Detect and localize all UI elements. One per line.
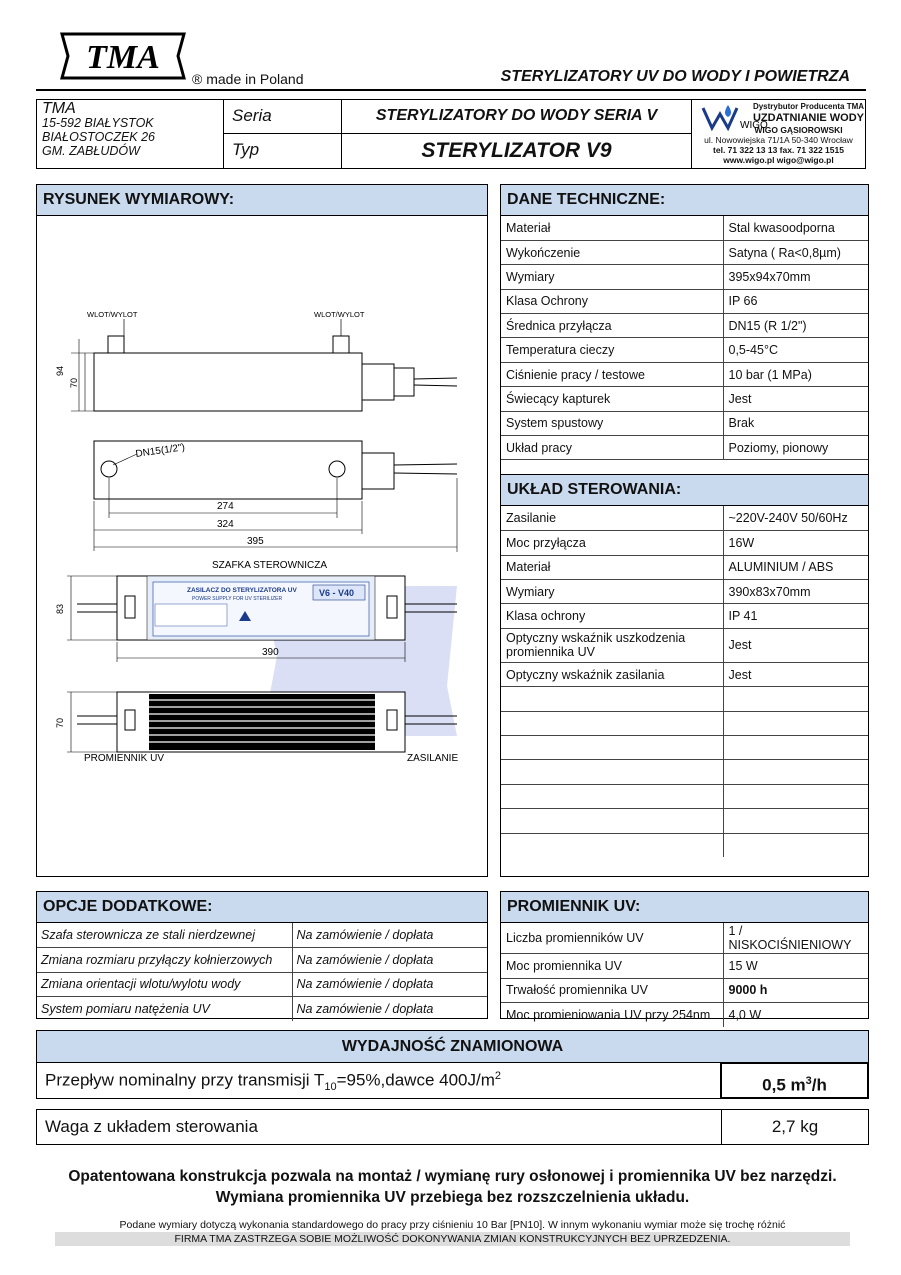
- tech-value: Brak: [723, 411, 868, 435]
- tech-value: DN15 (R 1/2"): [723, 314, 868, 338]
- box-subtitle: POWER SUPPLY FOR UV STERILIZER: [192, 596, 283, 602]
- table-row: [501, 362, 868, 386]
- seria-value: STERYLIZATORY DO WODY SERIA V: [342, 100, 692, 134]
- box-model: V6 - V40: [319, 588, 355, 598]
- tech-key: Układ pracy: [501, 436, 723, 460]
- tech-key: Ciśnienie pracy / testowe: [501, 362, 723, 386]
- control-key: Materiał: [501, 555, 723, 579]
- tech-key: System spustowy: [501, 411, 723, 435]
- tech-title: DANE TECHNICZNE:: [501, 185, 868, 216]
- tech-key: Średnica przyłącza: [501, 314, 723, 338]
- dn15-label: DN15(1/2"): [134, 442, 186, 460]
- logo-text: TMA: [86, 39, 160, 76]
- typ-value: STERYLIZATOR V9: [342, 134, 692, 168]
- empty-row: [501, 760, 868, 784]
- promiennik-label: PROMIENNIK UV: [84, 753, 165, 764]
- uv-key: Liczba promienników UV: [501, 923, 723, 954]
- table-row: [501, 662, 868, 686]
- seria-label: Seria: [224, 100, 342, 134]
- option-value: Na zamówienie / dopłata: [292, 972, 487, 997]
- made-in: ® made in Poland: [192, 71, 304, 87]
- tech-value: IP 66: [723, 289, 868, 313]
- option-key: Szafa sterownicza ze stali nierdzewnej: [37, 923, 292, 948]
- control-value: ~220V-240V 50/60Hz: [723, 506, 868, 530]
- tech-value: 395x94x70mm: [723, 265, 868, 289]
- table-row: [501, 954, 868, 979]
- rated-label-b: =95%,dawce 400J/m: [336, 1070, 495, 1090]
- table-row: [501, 265, 868, 289]
- rated-label-sub: 10: [324, 1081, 337, 1094]
- header-rule: [36, 89, 866, 91]
- uv-value: 15 W: [723, 954, 868, 979]
- distributor-line: tel. 71 322 13 13 fax. 71 322 1515: [713, 145, 844, 155]
- tech-value: Stal kwasoodporna: [723, 216, 868, 240]
- dim-70b: 70: [55, 717, 65, 728]
- options-table: [37, 923, 487, 1021]
- table-row: [37, 997, 487, 1022]
- page-headline: STERYLIZATORY UV DO WODY I POWIETRZA: [500, 68, 850, 85]
- tma-logo: [58, 26, 188, 86]
- option-key: Zmiana orientacji wlotu/wylotu wody: [37, 972, 292, 997]
- table-row: [501, 289, 868, 313]
- options-panel: [36, 891, 488, 1019]
- address-company: TMA: [42, 100, 76, 117]
- rated-value-b: /h: [811, 1075, 827, 1095]
- control-value: ALUMINIUM / ABS: [723, 555, 868, 579]
- fine-print-disclaimer: FIRMA TMA ZASTRZEGA SOBIE MOŻLIWOŚĆ DOKONYWANIA ZMIAN KONSTRUKCYJNYCH BEZ UPRZEDZENIA.: [55, 1232, 850, 1246]
- address-line: 15-592 BIAŁYSTOK: [42, 116, 154, 130]
- address-line: GM. ZABŁUDÓW: [42, 144, 140, 158]
- tech-value: 0,5-45°C: [723, 338, 868, 362]
- product-header: [36, 99, 866, 169]
- table-row: [501, 978, 868, 1003]
- table-row: [501, 411, 868, 435]
- table-row: [37, 948, 487, 973]
- control-key: Optyczny wskaźnik zasilania: [501, 662, 723, 686]
- dim-324: 324: [217, 519, 234, 530]
- option-value: Na zamówienie / dopłata: [296, 1002, 434, 1016]
- table-row: [501, 338, 868, 362]
- weight-label: Waga z układem sterowania: [37, 1110, 722, 1144]
- weight-row: [36, 1109, 869, 1145]
- table-row: [501, 580, 868, 604]
- table-row: [501, 216, 868, 240]
- empty-row: [501, 784, 868, 808]
- option-value: Na zamówienie / dopłata: [292, 923, 487, 948]
- option-key: System pomiaru natężenia UV: [37, 997, 292, 1022]
- wigo-brand: WIGO: [740, 120, 768, 131]
- table-row: [501, 628, 868, 662]
- distributor-line: WIGO GĄSIOROWSKI: [754, 125, 843, 135]
- control-value: Jest: [723, 628, 868, 662]
- table-row: [501, 555, 868, 579]
- table-row: [501, 531, 868, 555]
- dim-274: 274: [217, 501, 234, 512]
- wlot-label: WLOT/WYLOT: [87, 310, 138, 319]
- options-title: OPCJE DODATKOWE:: [37, 892, 487, 923]
- control-key: Zasilanie: [501, 506, 723, 530]
- box-title: ZASILACZ DO STERYLIZATORA UV: [187, 587, 297, 594]
- table-row: [501, 240, 868, 264]
- tech-value: Jest: [723, 387, 868, 411]
- table-row: [501, 387, 868, 411]
- control-value: 16W: [723, 531, 868, 555]
- table-row: [501, 604, 868, 628]
- drawing-panel: [36, 184, 488, 877]
- distributor-line: UZDATNIANIE WODY: [752, 112, 864, 124]
- uv-table: [501, 923, 868, 1027]
- distributor-line: www.wigo.pl wigo@wigo.pl: [723, 155, 834, 165]
- wigo-logo: [698, 102, 768, 132]
- table-row: [37, 923, 487, 948]
- typ-label: Typ: [224, 134, 342, 168]
- control-key: Klasa ochrony: [501, 604, 723, 628]
- rated-label-a: Przepływ nominalny przy transmisji T: [45, 1070, 325, 1090]
- fine-print: Podane wymiary dotyczą wykonania standardowego do pracy przy ciśnieniu 10 Bar [PN10]. W innym wykonaniu wymiar może się trochę różnić: [119, 1219, 786, 1231]
- table-row: [501, 436, 868, 460]
- uv-panel: [500, 891, 869, 1022]
- table-row: [501, 314, 868, 338]
- drawing-title: RYSUNEK WYMIAROWY:: [37, 185, 487, 216]
- table-row: [501, 1003, 868, 1028]
- control-value: Jest: [723, 662, 868, 686]
- empty-row: [501, 833, 868, 857]
- tech-key: Klasa Ochrony: [501, 289, 723, 313]
- rated-value-a: 0,5 m: [762, 1075, 806, 1095]
- option-value: Na zamówienie / dopłata: [292, 948, 487, 973]
- zasilanie-label: ZASILANIE: [407, 753, 459, 764]
- control-key: Moc przyłącza: [501, 531, 723, 555]
- dim-70: 70: [69, 377, 79, 388]
- uv-key: Moc promieniowania UV przy 254nm: [501, 1003, 723, 1028]
- control-key: Optyczny wskaźnik uszkodzenia promiennika UV: [501, 628, 723, 662]
- dim-94: 94: [55, 365, 65, 376]
- empty-row: [501, 687, 868, 711]
- dim-395: 395: [247, 536, 264, 547]
- distributor-block: [692, 100, 865, 168]
- tech-key: Materiał: [501, 216, 723, 240]
- address-line: BIAŁOSTOCZEK 26: [42, 130, 156, 144]
- dimension-drawing: [37, 216, 487, 876]
- empty-row: [501, 711, 868, 735]
- option-key: Zmiana rozmiaru przyłączy kołnierzowych: [37, 948, 292, 973]
- tech-panel: [500, 184, 869, 877]
- distributor-line: Dystrybutor Producenta TMA: [752, 102, 865, 111]
- table-row: [501, 506, 868, 530]
- rated-label-sup: 2: [494, 1070, 501, 1082]
- uv-value: 1 / NISKOCIŚNIENIOWY: [723, 923, 868, 954]
- uv-key: Moc promiennika UV: [501, 954, 723, 979]
- address-block: [37, 100, 224, 168]
- uv-value: 4,0 W: [728, 1008, 762, 1022]
- tech-key: Świecący kapturek: [501, 387, 723, 411]
- dim-390: 390: [262, 647, 279, 658]
- tech-key: Temperatura cieczy: [501, 338, 723, 362]
- control-key: Wymiary: [501, 580, 723, 604]
- tech-table: [501, 216, 868, 460]
- uv-title: PROMIENNIK UV:: [501, 892, 868, 923]
- table-row: [501, 923, 868, 954]
- wlot-label: WLOT/WYLOT: [314, 310, 365, 319]
- empty-row: [501, 736, 868, 760]
- uv-value: 9000 h: [723, 978, 868, 1003]
- distributor-line: ul. Nowowiejska 71/1A 50-340 Wrocław: [704, 135, 853, 145]
- rated-capacity: [36, 1030, 869, 1099]
- tech-key: Wymiary: [501, 265, 723, 289]
- weight-value: 2,7 kg: [771, 1117, 819, 1136]
- notes: [36, 1166, 869, 1208]
- control-value: IP 41: [723, 604, 868, 628]
- uv-key: Trwałość promiennika UV: [501, 978, 723, 1003]
- note-line: Opatentowana konstrukcja pozwala na montaż / wymianę rury osłonowej i promiennika UV bez narzędzi.: [68, 1168, 837, 1185]
- tech-key: Wykończenie: [501, 240, 723, 264]
- rated-value: [720, 1062, 869, 1099]
- control-title: UKŁAD STEROWANIA:: [501, 474, 868, 506]
- table-row: [37, 972, 487, 997]
- control-table: [501, 506, 868, 857]
- rated-title: WYDAJNOŚĆ ZNAMIONOWA: [37, 1031, 868, 1063]
- rated-label: [37, 1063, 720, 1098]
- empty-row: [501, 809, 868, 833]
- rated-value-sup: 3: [805, 1075, 812, 1087]
- szafka-label: SZAFKA STEROWNICZA: [212, 560, 328, 571]
- note-line: Wymiana promiennika UV przebiega bez rozszczelnienia układu.: [215, 1189, 690, 1206]
- dim-83: 83: [55, 603, 65, 614]
- tech-value: 10 bar (1 MPa): [723, 362, 868, 386]
- control-value: 390x83x70mm: [723, 580, 868, 604]
- tech-value: Satyna ( Ra<0,8µm): [723, 240, 868, 264]
- tech-value: Poziomy, pionowy: [723, 436, 868, 460]
